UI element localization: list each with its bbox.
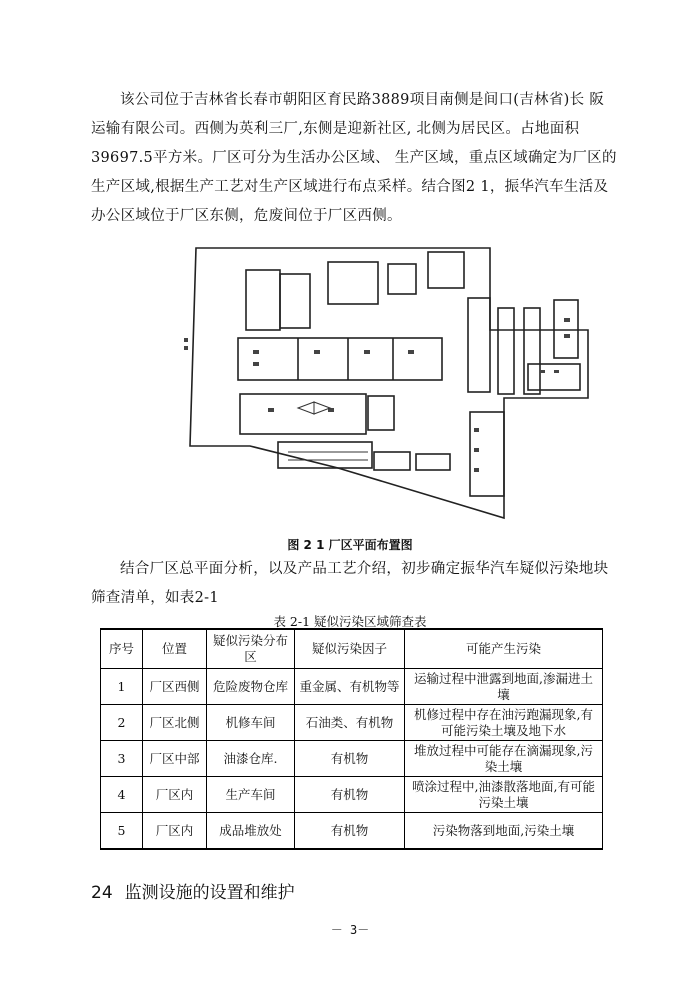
table-cell: 石油类、有机物 xyxy=(295,705,405,741)
table-cell: 2 xyxy=(101,705,143,741)
building xyxy=(388,264,416,294)
table-cell: 4 xyxy=(101,777,143,813)
table-cell: 机修车间 xyxy=(207,705,295,741)
building xyxy=(246,270,280,330)
building xyxy=(524,308,540,394)
analysis-line: 结合厂区总平面分析，以及产品工艺介绍，初步确定振华汽车疑似污染地块 xyxy=(120,561,609,577)
building xyxy=(240,394,366,434)
table-cell: 有机物 xyxy=(295,813,405,850)
building xyxy=(280,274,310,328)
table-cell: 污染物落到地面,污染土壤 xyxy=(405,813,603,850)
screening-table xyxy=(100,628,603,850)
figure-caption: 图 2 1 厂区平面布置图 xyxy=(287,538,413,552)
table-cell: 3 xyxy=(101,741,143,777)
table-cell: 堆放过程中可能存在滴漏现象,污染土壤 xyxy=(405,741,603,777)
header-cell: 可能产生污染 xyxy=(405,629,603,669)
section-number: 24 xyxy=(91,883,113,903)
table-row xyxy=(101,777,603,813)
header-cell: 疑似污染因子 xyxy=(295,629,405,669)
intro-line: 生产区域,根据生产工艺对生产区域进行布点采样。结合图2 1，振华汽车生活及 xyxy=(91,179,609,195)
building xyxy=(368,396,394,430)
table-row xyxy=(101,741,603,777)
building xyxy=(328,262,378,304)
intro-line: 该公司位于吉林省长春市朝阳区育民路3889项目南侧是间口(吉林省)长 阪 xyxy=(120,92,605,108)
table-cell: 厂区北侧 xyxy=(143,705,207,741)
building xyxy=(416,454,450,470)
analysis-line: 筛查清单，如表2-1 xyxy=(91,590,219,606)
building xyxy=(554,300,578,358)
building xyxy=(468,298,490,392)
building xyxy=(428,252,464,288)
building xyxy=(498,308,514,394)
header-cell: 疑似污染分布区 xyxy=(207,629,295,669)
table-row xyxy=(101,813,603,850)
intro-line: 运输有限公司。西侧为英利三厂,东侧是迎新社区, 北侧为居民区。占地面积 xyxy=(91,121,580,137)
section-heading xyxy=(91,878,295,903)
header-cell: 序号 xyxy=(101,629,143,669)
table-caption: 表 2-1 疑似污染区域筛查表 xyxy=(273,614,427,629)
intro-paragraph xyxy=(91,86,617,231)
table-cell: 厂区西侧 xyxy=(143,669,207,705)
building xyxy=(374,452,410,470)
table-cell: 重金属、有机物等 xyxy=(295,669,405,705)
table-cell: 1 xyxy=(101,669,143,705)
factory-layout-plan xyxy=(178,238,596,522)
table-row xyxy=(101,669,603,705)
intro-line: 39697.5平方米。厂区可分为生活办公区域、 生产区域，重点区域确定为厂区的 xyxy=(91,150,617,166)
table-row xyxy=(101,705,603,741)
analysis-paragraph xyxy=(91,555,609,613)
table-cell: 厂区内 xyxy=(143,777,207,813)
table-cell: 5 xyxy=(101,813,143,850)
table-cell: 有机物 xyxy=(295,741,405,777)
table-header-row xyxy=(101,629,603,669)
table-cell: 成品堆放处 xyxy=(207,813,295,850)
table-cell: 生产车间 xyxy=(207,777,295,813)
header-cell: 位置 xyxy=(143,629,207,669)
table-cell: 油漆仓库. xyxy=(207,741,295,777)
page-number: － 3－ xyxy=(330,923,370,937)
intro-line: 办公区域位于厂区东侧，危废间位于厂区西侧。 xyxy=(91,208,402,224)
building xyxy=(238,338,442,380)
building xyxy=(528,364,580,390)
table-cell: 机修过程中存在油污跑漏现象,有可能污染土壤及地下水 xyxy=(405,705,603,741)
building xyxy=(470,412,504,496)
section-title: 监测设施的设置和维护 xyxy=(124,883,295,903)
table-cell: 有机物 xyxy=(295,777,405,813)
table-cell: 运输过程中泄露到地面,渗漏进土壤 xyxy=(405,669,603,705)
table-cell: 危险废物仓库 xyxy=(207,669,295,705)
table-cell: 喷涂过程中,油漆散落地面,有可能污染土壤 xyxy=(405,777,603,813)
table-cell: 厂区内 xyxy=(143,813,207,850)
table-cell: 厂区中部 xyxy=(143,741,207,777)
